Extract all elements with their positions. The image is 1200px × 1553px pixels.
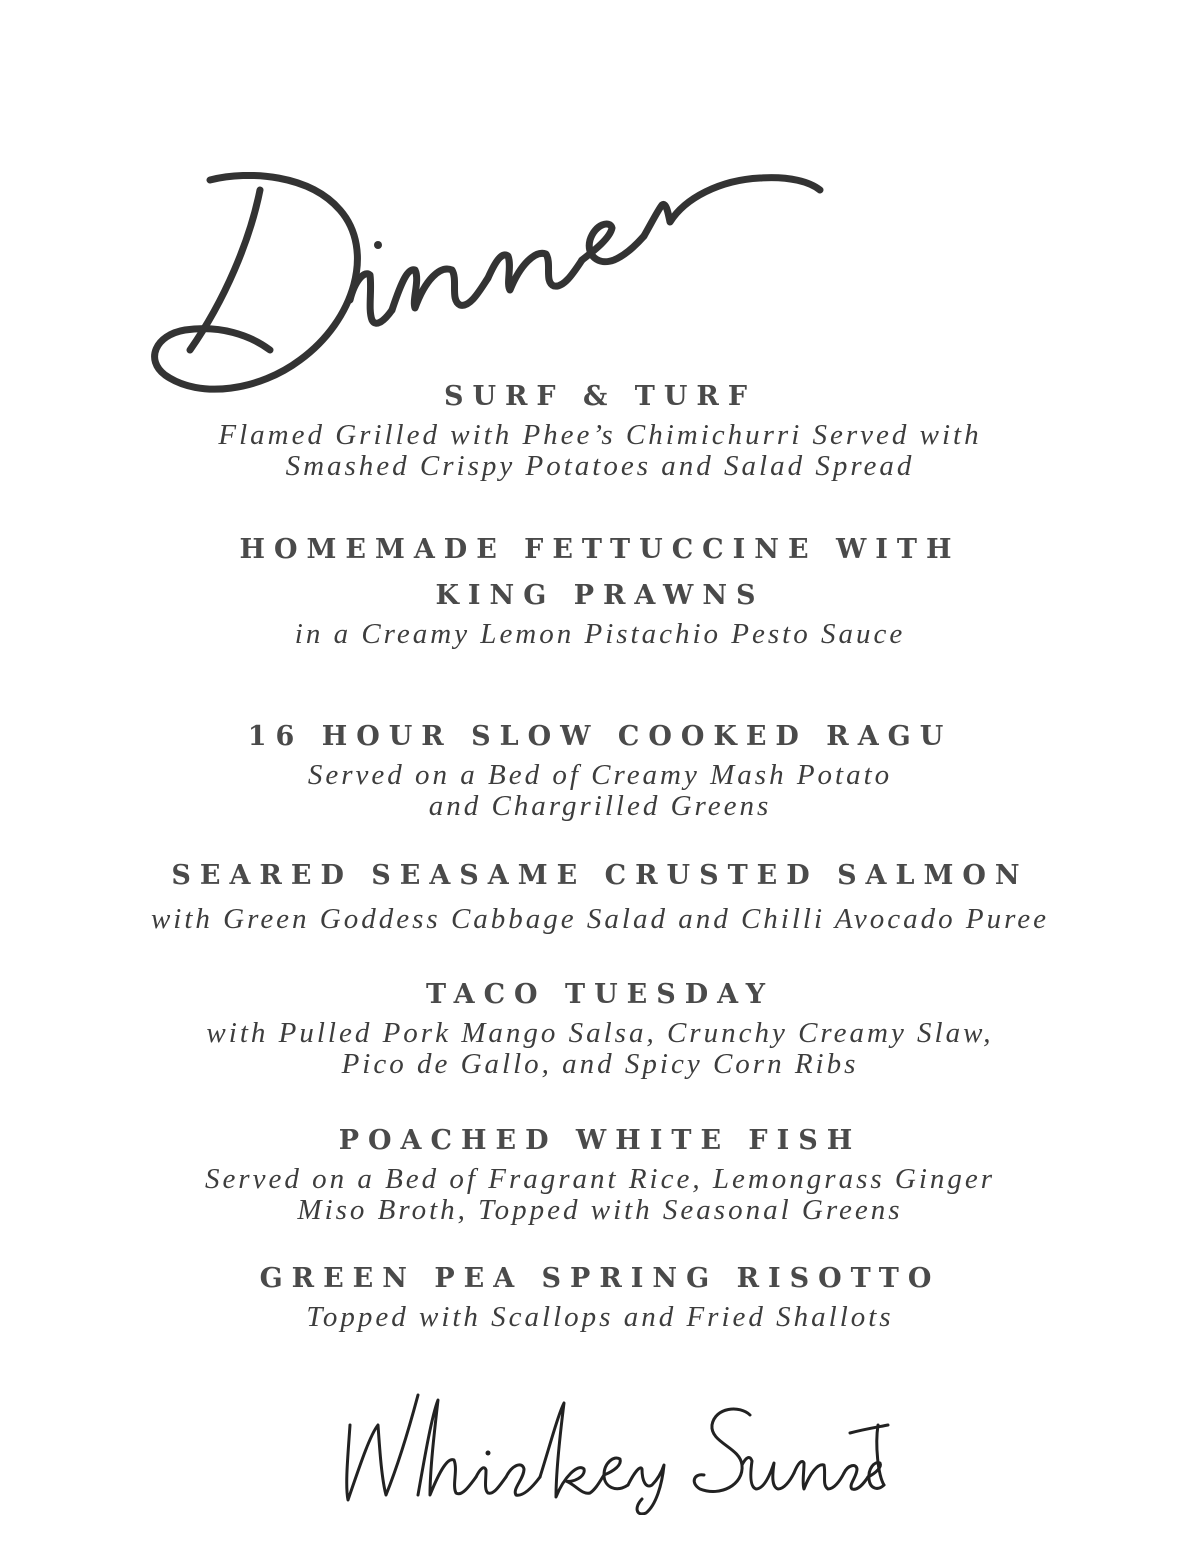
signature-script [330, 1385, 890, 1515]
menu-item-name: GREEN PEA SPRING RISOTTO [259, 1263, 941, 1294]
menu-item-white-fish [0, 1118, 1200, 1226]
menu-item-name: 16 HOUR SLOW COOKED RAGU [247, 721, 953, 752]
menu-item-name: POACHED WHITE FISH [338, 1125, 862, 1156]
menu-item-description: Served on a Bed of Creamy Mash Potato and Chargrilled Greens [307, 759, 893, 822]
menu-item-name: SURF & TURF [443, 381, 757, 412]
menu-item-name: HOMEMADE FETTUCCINE WITH KING PRAWNS [239, 534, 961, 611]
menu-item-salmon [0, 853, 1200, 939]
menu-item-name: SEARED SEASAME CRUSTED SALMON [171, 860, 1029, 891]
menu-item-description: with Green Goddess Cabbage Salad and Chilli Avocado Puree [150, 903, 1050, 935]
menu-item-taco-tuesday [0, 972, 1200, 1080]
menu-item-description: with Pulled Pork Mango Salsa, Crunchy Creamy Slaw, Pico de Gallo, and Spicy Corn Ribs [206, 1017, 994, 1080]
menu-item-fettuccine [0, 527, 1200, 650]
menu-item-description: in a Creamy Lemon Pistachio Pesto Sauce [294, 618, 906, 650]
menu-item-risotto [0, 1256, 1200, 1333]
menu-item-description: Served on a Bed of Fragrant Rice, Lemongrass Ginger Miso Broth, Topped with Seasonal Greens [204, 1163, 996, 1226]
menu-item-ragu [0, 714, 1200, 822]
menu-item-description: Topped with Scallops and Fried Shallots [306, 1301, 894, 1333]
menu-item-name: TACO TUESDAY [426, 979, 774, 1010]
menu-item-description: Flamed Grilled with Phee’s Chimichurri Served with Smashed Crispy Potatoes and Salad Spread [218, 419, 982, 482]
menu-item-surf-turf [0, 374, 1200, 482]
